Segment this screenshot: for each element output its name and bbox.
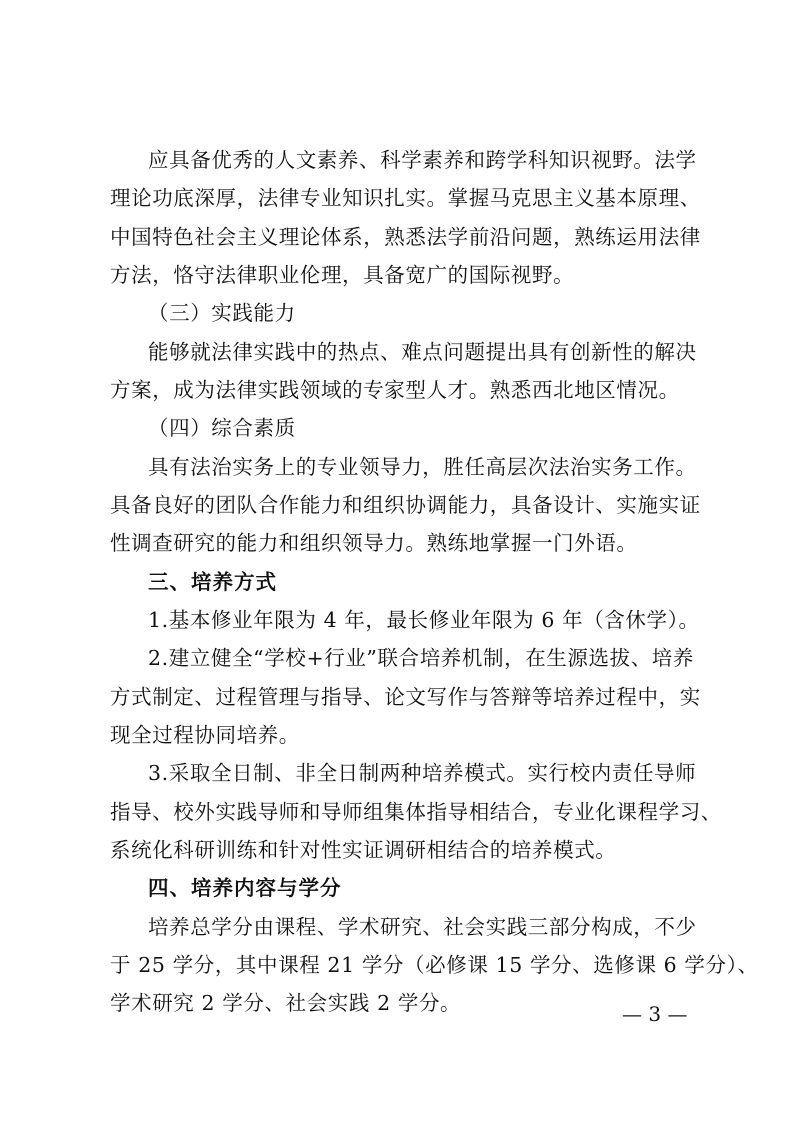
paragraph-line: 于 25 学分，其中课程 21 学分（必修课 15 学分、选修课 6 学分）、 [110,953,759,977]
paragraph-line: 能够就法律实践中的热点、难点问题提出具有创新性的解决 [148,340,697,364]
paragraph-line: 中国特色社会主义理论体系，熟悉法学前沿问题，熟练运用法律 [110,225,701,249]
paragraph-line: 性调查研究的能力和组织领导力。熟练地掌握一门外语。 [110,531,638,555]
paragraph-line: 学术研究 2 学分、社会实践 2 学分。 [110,991,462,1015]
paragraph-line: 培养总学分由课程、学术研究、社会实践三部分构成，不少 [148,915,697,939]
paragraph-line: 方法，恪守法律职业伦理，具备宽广的国际视野。 [110,263,575,287]
paragraph-line: 现全过程协同培养。 [110,723,300,747]
paragraph-line: 理论功底深厚，法律专业知识扎实。掌握马克思主义基本原理、 [110,186,701,210]
section-subheading-quality: （四）综合素质 [148,416,296,440]
paragraph-line: 系统化科研训练和针对性实证调研相结合的培养模式。 [110,838,617,862]
paragraph-line: 3.采取全日制、非全日制两种培养模式。实行校内责任导师 [148,761,697,785]
page-number: — 3 — [622,1002,688,1026]
section-subheading-practice: （三）实践能力 [148,301,296,325]
paragraph-line: 方式制定、过程管理与指导、论文写作与答辩等培养过程中，实 [110,685,701,709]
paragraph-line: 2.建立健全“学校+行业”联合培养机制，在生源选拔、培养 [148,646,694,670]
paragraph-line: 方案，成为法律实践领域的专家型人才。熟悉西北地区情况。 [110,378,680,402]
paragraph-line: 具备良好的团队合作能力和组织协调能力，具备设计、实施实证 [110,493,701,517]
paragraph-line: 1.基本修业年限为 4 年，最长修业年限为 6 年（含休学）。 [148,608,700,632]
paragraph-line: 具有法治实务上的专业领导力，胜任高层次法治实务工作。 [148,455,697,479]
section-heading-content-credits: 四、培养内容与学分 [148,876,342,900]
paragraph-line: 指导、校外实践导师和导师组集体指导相结合，专业化课程学习、 [110,800,722,824]
paragraph-line: 应具备优秀的人文素养、科学素养和跨学科知识视野。法学 [148,148,697,172]
section-heading-training-method: 三、培养方式 [148,570,277,594]
